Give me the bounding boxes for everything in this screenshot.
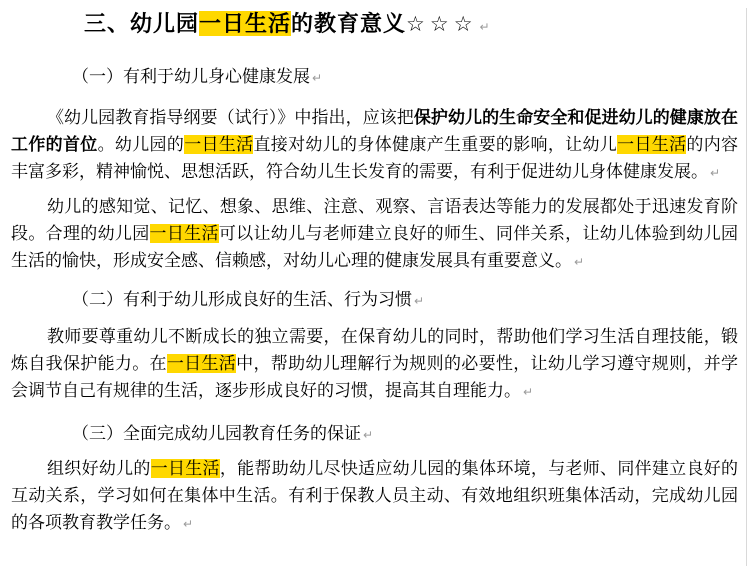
paragraph: [0, 193, 750, 276]
paragraph: [0, 455, 750, 538]
text-run: 可以让幼儿与老师建立良好的师生、同伴关系，让幼儿体验到幼儿园生活的愉快，形成安全感、信赖感，对幼儿心理的健康发展具有重要意义。: [11, 224, 739, 270]
text-boundary-line: [746, 8, 747, 566]
text-run: 中，帮助幼儿理解行为规则的必要性，让幼儿学习遵守规则，并学会调节自己有规律的生活，逐步形成良好的习惯，提高其自理能力。: [11, 354, 739, 400]
section-heading: [72, 65, 750, 90]
text-run: 三、幼儿园: [84, 11, 200, 36]
document-page: [0, 8, 750, 566]
text-run: 幼儿的感知觉、记忆、想象、思维、注意、观察、言语表达等能力的发展都处于迅速发育阶段。合理的幼儿园: [11, 197, 738, 243]
text-run: 的内容丰富多彩，精神愉悦、思想活跃，符合幼儿生长发育的需要，有利于促进幼儿身体健康发展。: [11, 135, 739, 181]
text-run: 的教育意义: [291, 11, 407, 36]
text-run: 组织好幼儿的: [47, 459, 151, 478]
document-content: [0, 8, 750, 538]
text-run: （三）全面完成幼儿园教育任务的保证: [72, 424, 361, 443]
highlighted-text: 一日生活: [617, 135, 687, 154]
highlighted-text: 一日生活: [199, 11, 292, 36]
highlighted-text: 一日生活: [149, 224, 219, 243]
text-run: ，能帮助幼儿尽快适应幼儿园的集体环境，与老师、同伴建立良好的互动关系，学习如何在集体中生活。有利于保教人员主动、有效地组织班集体活动，完成幼儿园的各项教育教学任务。: [11, 459, 739, 532]
text-run: 。幼儿园的: [97, 135, 185, 154]
text-run: 直接对幼儿的身体健康产生重要的影响，让幼儿: [253, 135, 618, 154]
paragraph-mark-icon: ↵: [574, 255, 585, 269]
paragraph-mark-icon: ↵: [523, 385, 534, 399]
highlighted-text: 一日生活: [184, 135, 254, 154]
star-rating: ☆☆☆: [406, 13, 478, 36]
paragraph-mark-icon: ↵: [479, 20, 490, 34]
text-run: （一）有利于幼儿身心健康发展: [72, 67, 310, 86]
paragraph-mark-icon: ↵: [183, 517, 194, 531]
paragraph-mark-icon: ↵: [312, 71, 323, 85]
paragraph-mark-icon: ↵: [710, 166, 721, 180]
paragraph-mark-icon: ↵: [414, 294, 425, 308]
doc-title: [84, 8, 750, 43]
text-run: （二）有利于幼儿形成良好的生活、行为习惯: [72, 290, 412, 309]
section-heading: [72, 288, 750, 313]
text-run: 《幼儿园教育指导纲要（试行）》中指出，应该把: [47, 108, 414, 127]
text-run: 保护幼儿的生命安全和促进幼儿的健康放在工作的首位: [11, 108, 738, 154]
paragraph: [0, 323, 750, 406]
paragraph: [0, 104, 750, 187]
paragraph-mark-icon: ↵: [363, 428, 374, 442]
text-run: 教师要尊重幼儿不断成长的独立需要，在保育幼儿的同时，帮助他们学习生活自理技能，锻炼自我保护能力。在: [11, 327, 738, 373]
highlighted-text: 一日生活: [166, 354, 237, 373]
highlighted-text: 一日生活: [150, 459, 220, 478]
section-heading: [72, 422, 750, 447]
